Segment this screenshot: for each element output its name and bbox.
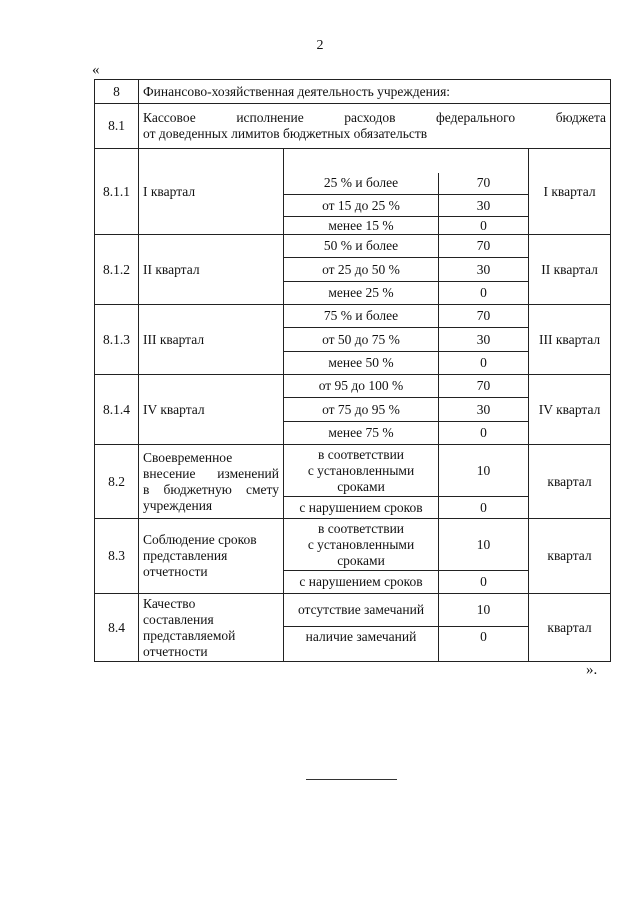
table-row [95,375,611,398]
criterion-cell: от 50 до 75 % [284,328,439,352]
period-cell: квартал [529,594,611,662]
criterion-cell: наличие замечаний [284,627,439,662]
quarter-label: II квартал [139,235,284,305]
item-label-line: отчетности [143,564,208,579]
period-cell: III квартал [529,305,611,375]
criterion-cell: от 15 до 25 % [284,195,439,217]
criterion-line: в соответствии [317,520,405,536]
item-number: 8.2 [95,445,139,519]
table-row [95,445,611,497]
criterion-cell: менее 15 % [284,217,439,235]
period-cell: квартал [529,445,611,519]
score-cell: 0 [439,497,529,519]
table-row [95,235,611,258]
section-header-row [95,80,611,104]
item-label-line: в бюджетную смету [143,481,279,497]
item-label [139,594,284,662]
criterion-line: в соответствии [317,446,405,462]
criterion-cell: от 25 до 50 % [284,258,439,282]
period-cell: IV квартал [529,375,611,445]
item-number: 8.3 [95,519,139,594]
criterion-line: сроками [337,552,385,568]
quarter-label: IV квартал [139,375,284,445]
period-cell: квартал [529,519,611,594]
score-cell: 30 [439,195,529,217]
item-label-line: представляемой [143,627,236,643]
item-label-line: представления [143,548,228,563]
score-cell: 10 [439,445,529,497]
score-cell: 70 [439,173,529,195]
item-label-line: учреждения [143,497,213,513]
item-label-line: Своевременное [143,449,233,465]
item-8-1-line1: Кассовое исполнение расходов федерального бюджета [143,110,607,125]
item-label [139,445,284,519]
item-label-line: внесение изменений [143,465,279,481]
criterion-line: с установленными [307,462,415,478]
item-label-line: составления [143,611,214,627]
criterion-cell: менее 25 % [284,282,439,305]
item-number: 8.1 [95,104,139,149]
quarter-label: I квартал [139,149,284,235]
criterion-cell: от 75 до 95 % [284,398,439,422]
score-cell: 0 [439,352,529,375]
item-8-1-text [139,104,611,149]
score-cell: 10 [439,594,529,627]
criterion-cell: 75 % и более [284,305,439,328]
criterion-line: с установленными [307,536,415,552]
opening-quote: « [92,62,100,78]
item-label [139,519,284,594]
section-title: Финансово-хозяйственная деятельность учреждения: [139,80,611,104]
score-cell: 30 [439,328,529,352]
item-number: 8.1.2 [95,235,139,305]
period-cell: II квартал [529,235,611,305]
table-row [95,594,611,627]
criterion-cell: 50 % и более [284,235,439,258]
criterion-cell [284,445,439,497]
item-label-line: Соблюдение сроков [143,532,257,547]
criterion-cell: от 95 до 100 % [284,375,439,398]
item-label-line: Качество [143,595,196,611]
criterion-line: сроками [337,478,385,494]
score-cell: 10 [439,519,529,571]
item-number: 8.1.1 [95,149,139,235]
score-cell: 0 [439,571,529,594]
score-cell: 30 [439,398,529,422]
score-cell: 0 [439,282,529,305]
score-cell: 70 [439,305,529,328]
separator-line [306,779,397,780]
item-number: 8.1.4 [95,375,139,445]
item-number: 8.1.3 [95,305,139,375]
table-row [95,519,611,571]
table-row [95,149,611,173]
criteria-table [94,79,611,662]
criterion-cell: с нарушением сроков [284,497,439,519]
score-cell: 30 [439,258,529,282]
item-label-line: отчетности [143,643,208,659]
section-number: 8 [95,80,139,104]
score-cell: 70 [439,375,529,398]
item-number: 8.4 [95,594,139,662]
criterion-cell: отсутствие замечаний [284,594,439,627]
criterion-cell: менее 50 % [284,352,439,375]
item-8-1-line2: от доведенных лимитов бюджетных обязательств [143,126,428,141]
item-8-1-row [95,104,611,149]
criterion-cell: менее 75 % [284,422,439,445]
criterion-cell: 25 % и более [284,173,439,195]
score-cell: 0 [439,422,529,445]
criterion-cell: с нарушением сроков [284,571,439,594]
closing-quote: ». [586,662,598,678]
page-number: 2 [316,38,324,53]
quarter-label: III квартал [139,305,284,375]
score-cell: 0 [439,627,529,662]
score-cell: 0 [439,217,529,235]
criterion-cell [284,519,439,571]
score-cell: 70 [439,235,529,258]
period-cell: I квартал [529,149,611,235]
table-row [95,305,611,328]
